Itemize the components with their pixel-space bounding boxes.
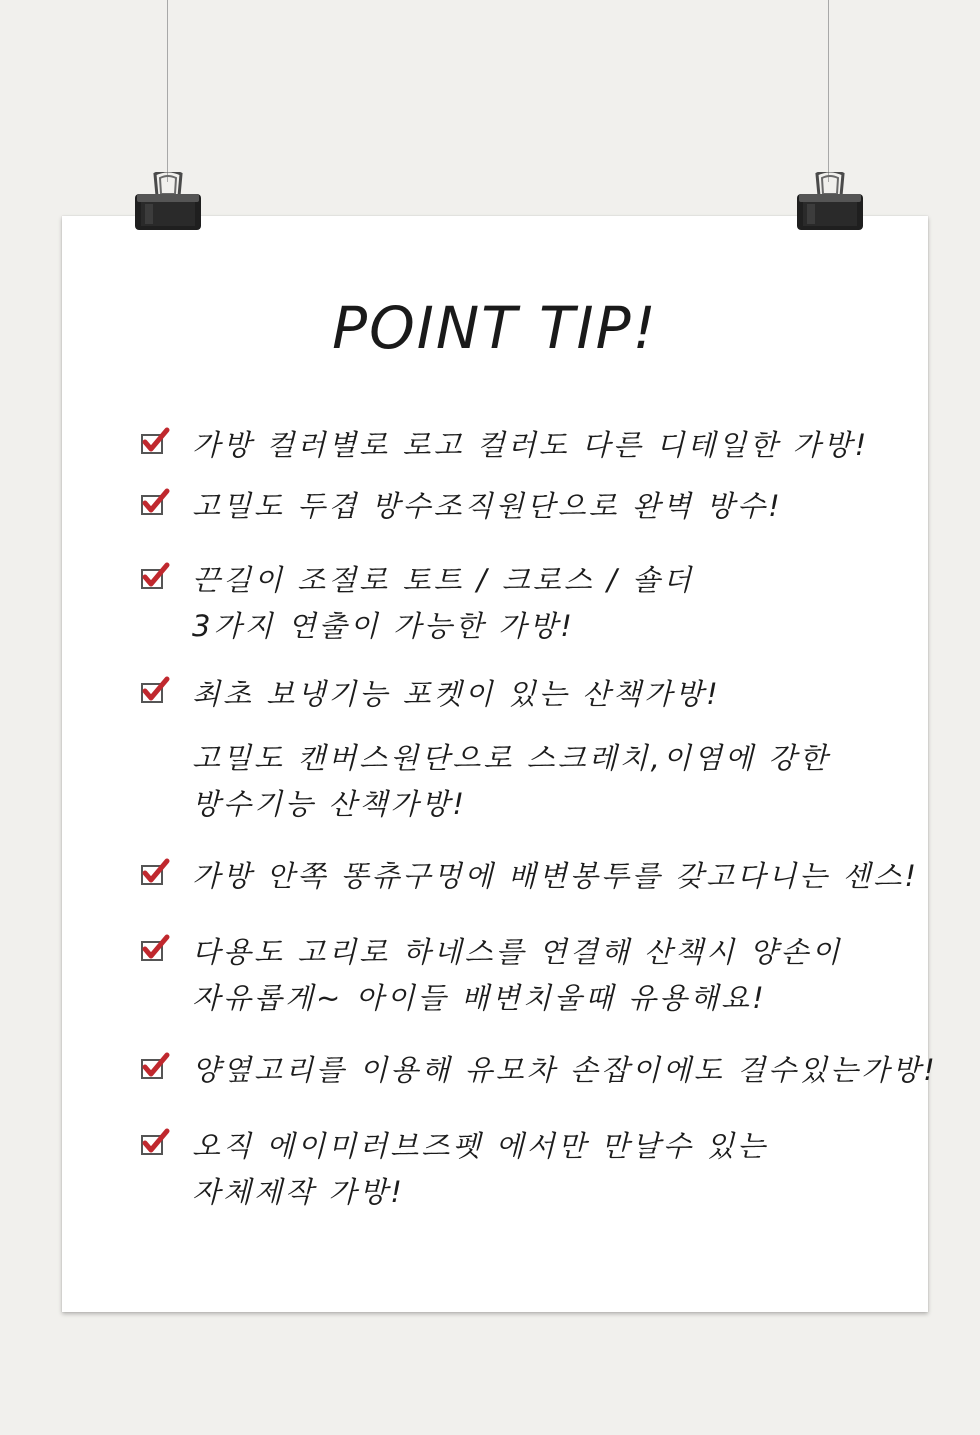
tip-text: 오직 에이미러브즈펫 에서만 만날수 있는 bbox=[192, 1129, 769, 1163]
checkbox-check-icon bbox=[140, 427, 170, 455]
tip-text: 3가지 연출이 가능한 가방! bbox=[192, 609, 575, 643]
checkbox-check-icon bbox=[140, 1052, 170, 1080]
tip-text: 양옆고리를 이용해 유모차 손잡이에도 걸수있는가방! bbox=[192, 1053, 938, 1087]
tip-text: 끈길이 조절로 토트 / 크로스 / 숄더 bbox=[192, 563, 695, 597]
checkbox-check-icon bbox=[140, 676, 170, 704]
binder-clip-icon bbox=[133, 172, 203, 232]
note-paper bbox=[62, 216, 938, 1312]
tip-text: 가방 안쪽 똥츄구멍에 배변봉투를 갖고다니는 센스! bbox=[192, 859, 920, 893]
tip-text: 자체제작 가방! bbox=[192, 1175, 405, 1209]
checkbox-check-icon bbox=[140, 562, 170, 590]
tip-text: 자유롭게~ 아이들 배변치울때 유용해요! bbox=[192, 981, 767, 1015]
binder-clip-icon bbox=[795, 172, 865, 232]
tip-text: 다용도 고리로 하네스를 연결해 산책시 양손이 bbox=[192, 935, 843, 969]
tip-text: 최초 보냉기능 포켓이 있는 산책가방! bbox=[192, 677, 721, 711]
hanging-string-left bbox=[167, 0, 168, 182]
checkbox-check-icon bbox=[140, 934, 170, 962]
checkbox-check-icon bbox=[140, 1128, 170, 1156]
description-line: 고밀도 캔버스원단으로 스크레치,이염에 강한 bbox=[192, 741, 831, 775]
checkbox-check-icon bbox=[140, 858, 170, 886]
page-title: POINT TIP! bbox=[332, 294, 658, 362]
tip-text: 가방 컬러별로 로고 컬러도 다른 디테일한 가방! bbox=[192, 428, 870, 462]
checkbox-check-icon bbox=[140, 488, 170, 516]
tip-text: 고밀도 두겹 방수조직원단으로 완벽 방수! bbox=[192, 489, 783, 523]
description-line: 방수기능 산책가방! bbox=[192, 787, 467, 821]
hanging-string-right bbox=[828, 0, 829, 182]
